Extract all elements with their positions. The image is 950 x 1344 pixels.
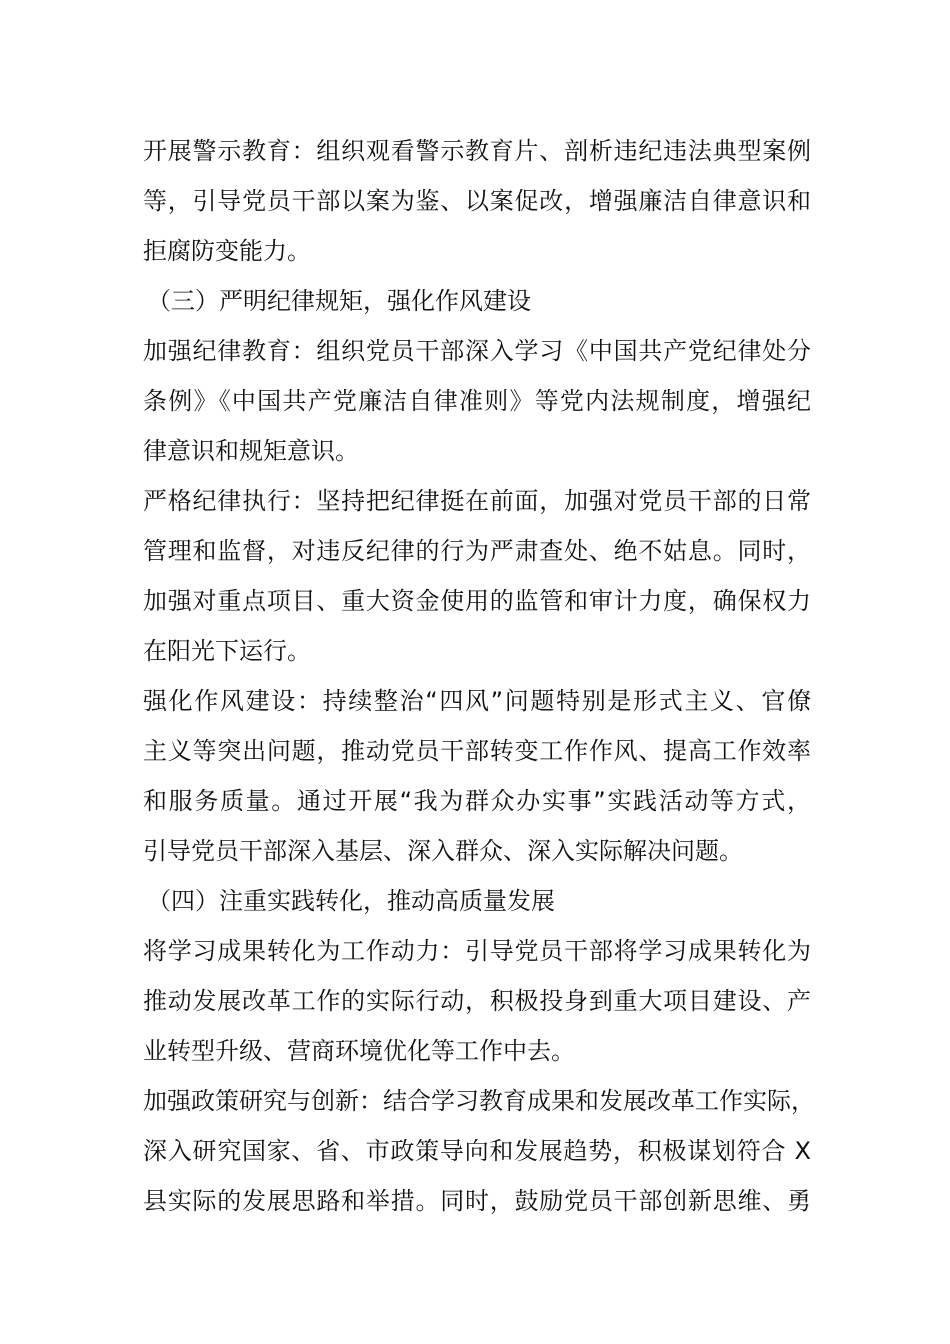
paragraph-line: 严格纪律执行：坚持把纪律挺在前面，加强对党员干部的日常: [143, 487, 811, 515]
paragraph-line: 引导党员干部深入基层、深入群众、深入实际解决问题。: [143, 837, 743, 865]
paragraph-line: 县实际的发展思路和举措。同时，鼓励党员干部创新思维、勇: [143, 1187, 811, 1215]
paragraph-line: 拒腐防变能力。: [143, 237, 311, 265]
section-heading: （四）注重实践转化，推动高质量发展: [147, 887, 555, 915]
paragraph-line: 加强对重点项目、重大资金使用的监管和审计力度，确保权力: [143, 587, 811, 615]
paragraph-line: 加强纪律教育：组织党员干部深入学习《中国共产党纪律处分: [143, 337, 811, 365]
section-heading: （三）严明纪律规矩，强化作风建设: [147, 287, 531, 315]
document-body: [143, 126, 815, 1226]
paragraph-line: 等，引导党员干部以案为鉴、以案促改，增强廉洁自律意识和: [143, 187, 811, 215]
paragraph-line: 管理和监督，对违反纪律的行为严肃查处、绝不姑息。同时，: [143, 537, 811, 565]
paragraph-line: 强化作风建设：持续整治“四风”问题特别是形式主义、官僚: [143, 687, 811, 715]
paragraph-line: 律意识和规矩意识。: [143, 437, 359, 465]
paragraph-line: 深入研究国家、省、市政策导向和发展趋势，积极谋划符合 X: [143, 1137, 811, 1165]
paragraph-line: 在阳光下运行。: [143, 637, 311, 665]
paragraph-line: 将学习成果转化为工作动力：引导党员干部将学习成果转化为: [143, 937, 811, 965]
paragraph-line: 开展警示教育：组织观看警示教育片、剖析违纪违法典型案例: [143, 137, 811, 165]
paragraph-line: 主义等突出问题，推动党员干部转变工作作风、提高工作效率: [143, 737, 811, 765]
paragraph-line: 推动发展改革工作的实际行动，积极投身到重大项目建设、产: [143, 987, 811, 1015]
paragraph-line: 条例》《中国共产党廉洁自律准则》等党内法规制度，增强纪: [143, 387, 811, 415]
paragraph-line: 业转型升级、营商环境优化等工作中去。: [143, 1037, 575, 1065]
paragraph-line: 加强政策研究与创新：结合学习教育成果和发展改革工作实际，: [143, 1087, 815, 1115]
paragraph-line: 和服务质量。通过开展“我为群众办实事”实践活动等方式，: [143, 787, 811, 815]
